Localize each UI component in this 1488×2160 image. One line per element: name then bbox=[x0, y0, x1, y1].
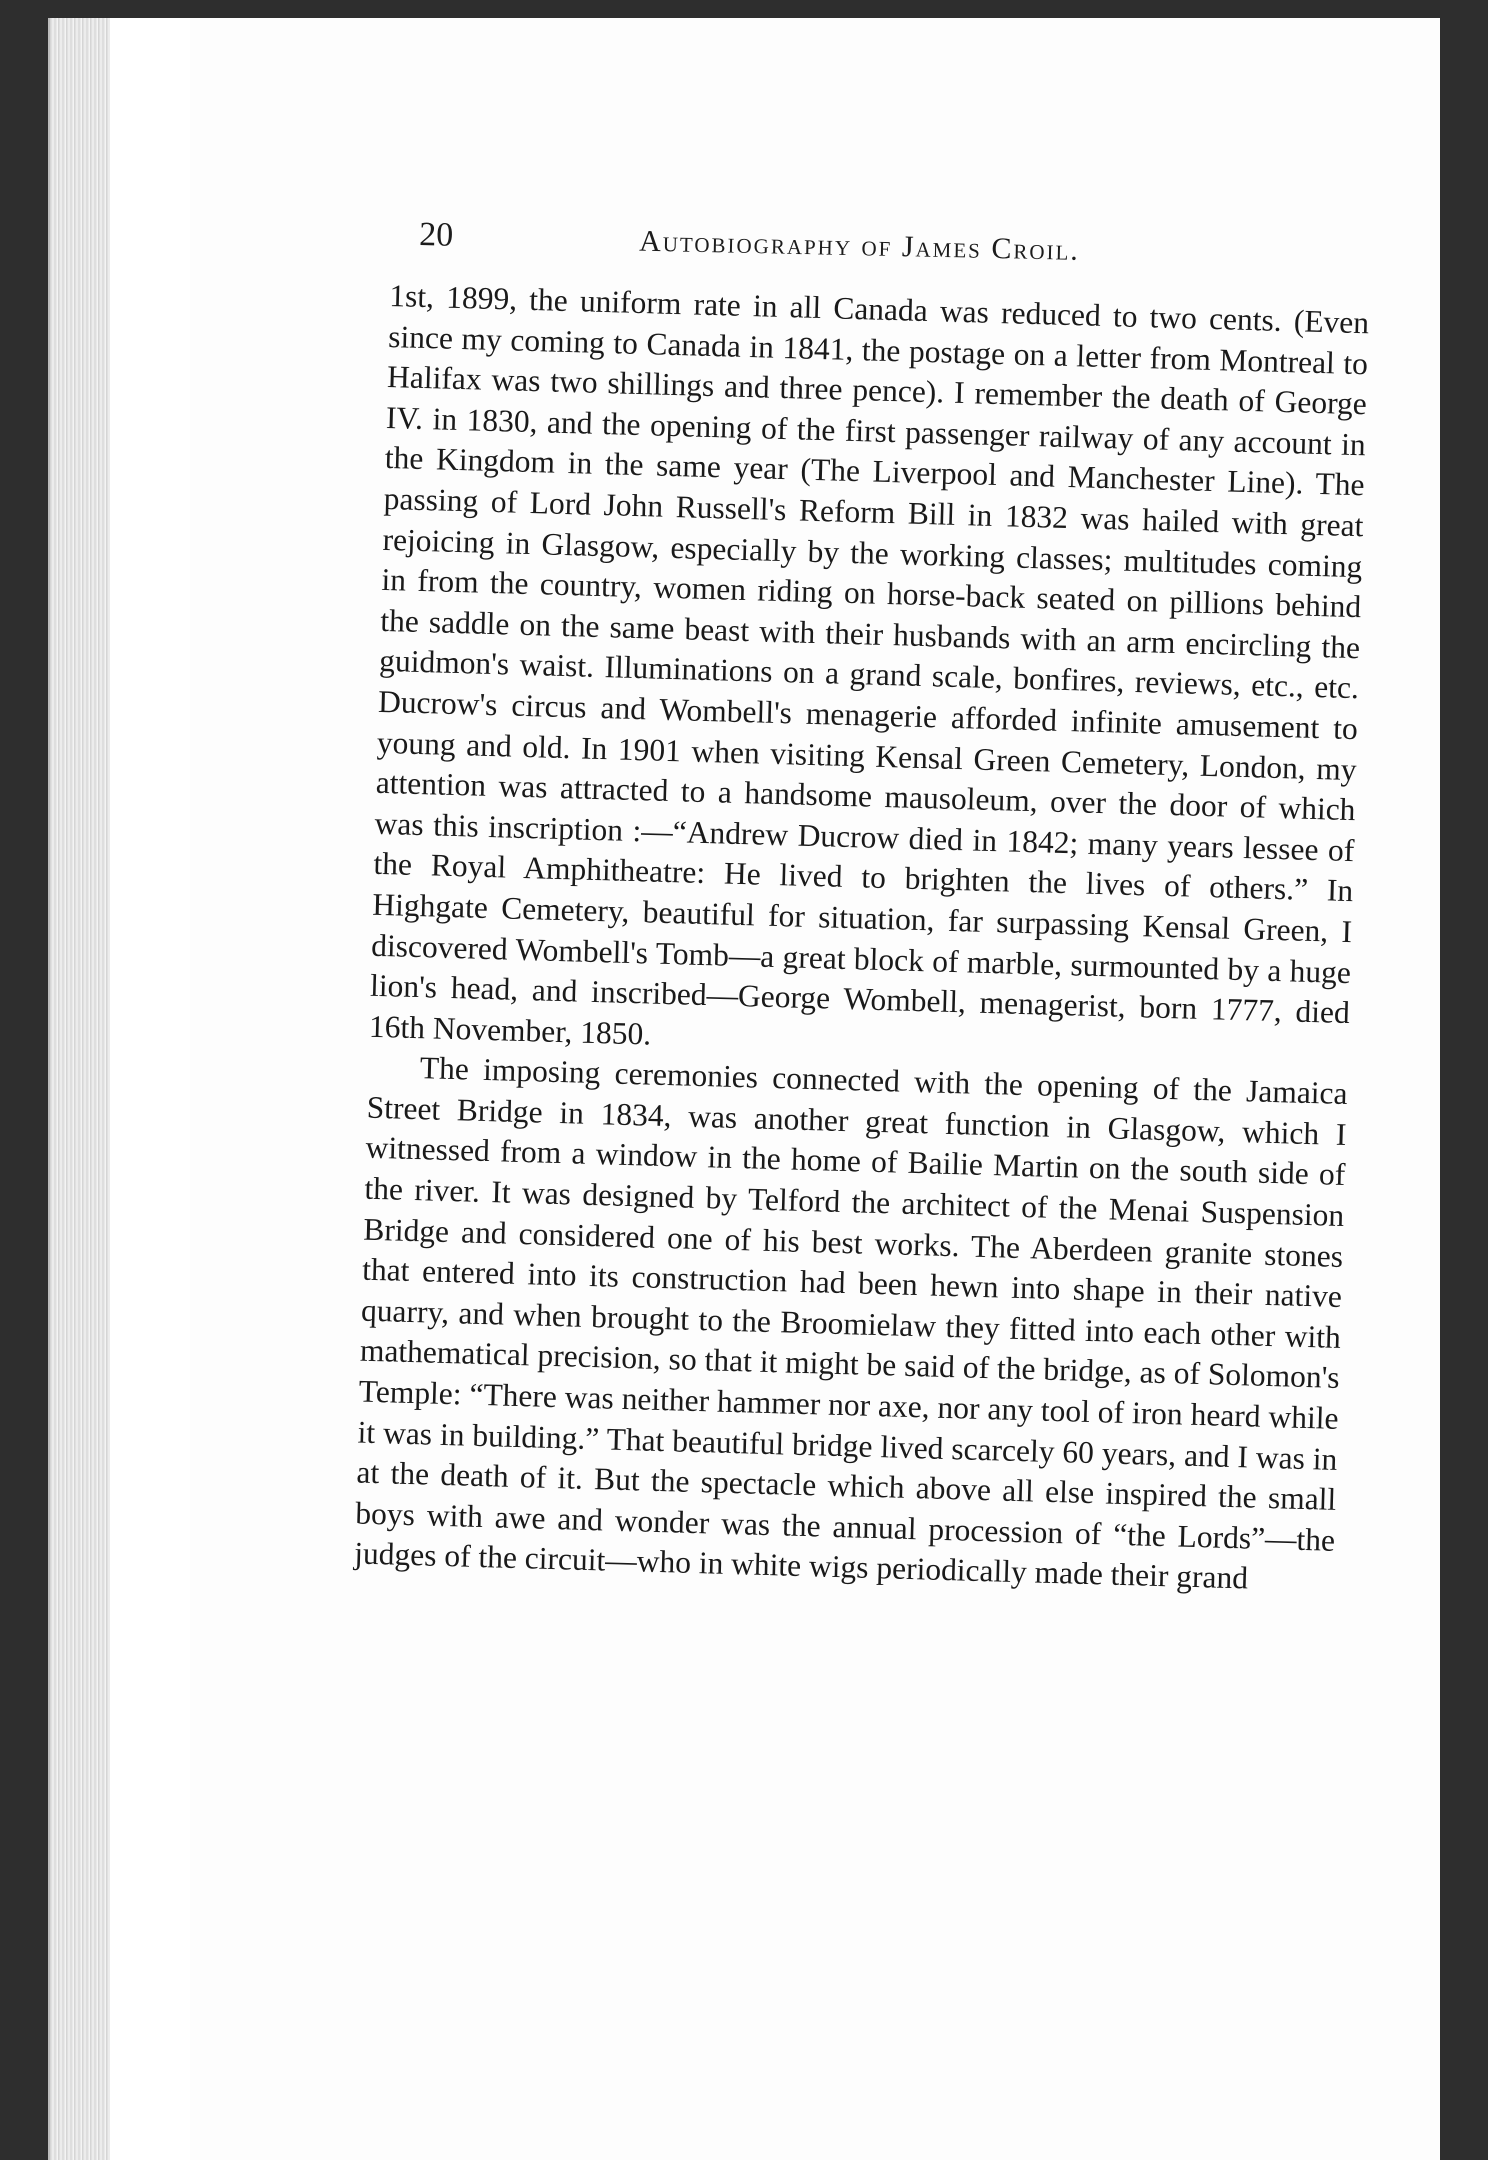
book-page-stack bbox=[48, 18, 1440, 2160]
body-text bbox=[354, 276, 1370, 1602]
paragraph-1: 1st, 1899, the uniform rate in all Canada was reduced to two cents. (Even since my coming to Canada in 1841, the postage on a letter from Montreal to Halifax was two shillings and three pence). I remember the death of George IV. in 1830, and the opening of the first passenger railway of any account in the Kingdom in the same year (The Liverpool and Manchester Line). The passing of Lord John Russell's Reform Bill in 1832 was hailed with great rejoicing in Glasgow, especially by the working classes; multitudes coming in from the country, women riding on horse-back seated on pillions behind the saddle on the same beast with their husbands with an arm encircling the guidmon's waist. Illuminations on a grand scale, bonfires, reviews, etc., etc. Ducrow's circus and Wombell's menagerie afforded infinite amusement to young and old. In 1901 when visiting Kensal Green Cemetery, London, my attention was attracted to a handsome mausoleum, over the door of which was this inscription :—“Andrew Ducrow died in 1842; many years lessee of the Royal Amphitheatre: He lived to brighten the lives of others.” In Highgate Cemetery, beautiful for situation, far surpassing Kensal Green, I discovered Wombell's Tomb—a great block of marble, surmounted by a huge lion's head, and inscribed—George Wombell, menagerist, born 1777, died 16th November, 1850. bbox=[368, 277, 1370, 1052]
book-page bbox=[190, 18, 1440, 2160]
running-title: Autobiography of James Croil. bbox=[638, 224, 1081, 267]
paragraph-2: The imposing ceremonies connected with the opening of the Jamaica Street Bridge in 1834, was another great function in Glasgow, which I witnessed from a window in the home of Bailie Martin on the south side of the river. It was designed by Telford the architect of the Menai Suspension Bridge and considered one of his best works. The Aberdeen granite stones that entered into its construction had been hewn into shape in their native quarry, and when brought to the Broomielaw they fitted into each other with mathematical precision, so that it might be said of the bridge, as of Solomon's Temple: “There was neither hammer nor axe, nor any tool of iron heard while it was in building.” That beautiful bridge lived scarcely 60 years, and I was in at the death of it. But the spectacle which above all else inspired the small boys with awe and wonder was the annual procession of “the Lords”—the judges of the circuit—who in white wigs periodically made their grand bbox=[353, 1050, 1349, 1596]
page-header bbox=[419, 198, 1300, 276]
page-edges bbox=[50, 18, 110, 2160]
page-number: 20 bbox=[418, 215, 454, 254]
